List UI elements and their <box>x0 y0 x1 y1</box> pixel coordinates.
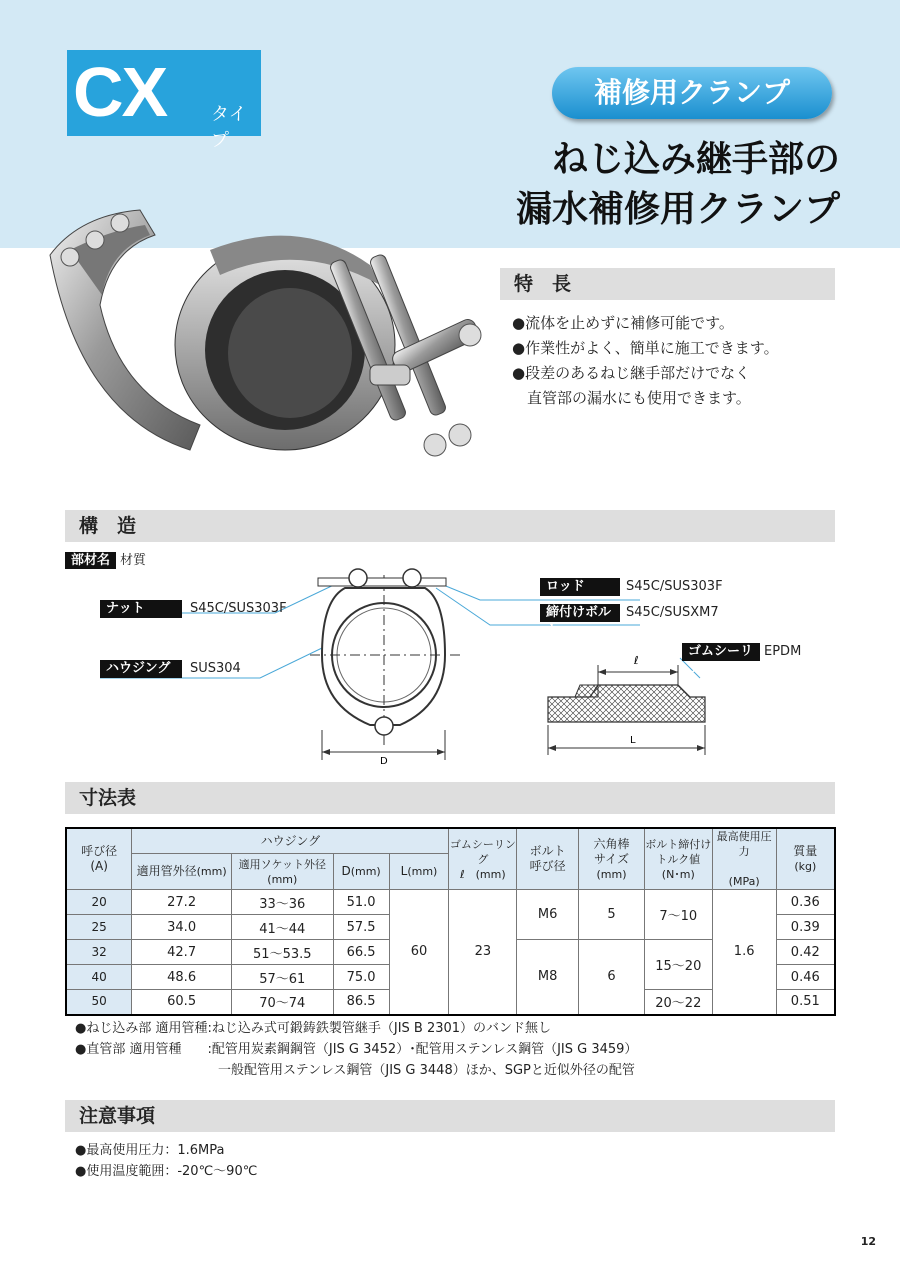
category-pill: 補修用クランプ <box>552 67 832 119</box>
note-item: 一般配管用ステンレス鋼管（JIS G 3448）ほか、SGPと近似外径の配管 <box>75 1063 635 1078</box>
cell-hex: 5 <box>579 890 645 940</box>
cell-socket-od: 70〜74 <box>231 990 333 1015</box>
legend-key: 部材名 <box>65 552 116 569</box>
note-item: ●ねじ込み部 適用管種:ねじ込み式可鍛鋳鉄製管継手（JIS B 2301）のバンド無し <box>75 1021 552 1036</box>
note-item: ●直管部 適用管種 :配管用炭素鋼鋼管（JIS G 3452）･配管用ステンレス鋼管（JIS G 3459） <box>75 1042 638 1057</box>
cell-mass: 0.36 <box>776 890 835 915</box>
feature-item: ●段差のあるねじ継手部だけでなく <box>512 364 751 382</box>
page-headline <box>516 134 840 234</box>
applicable-pipe-notes <box>75 1018 637 1081</box>
page-number: 12 <box>860 1235 876 1248</box>
cell-nominal: 40 <box>66 965 132 990</box>
features-list <box>512 311 779 411</box>
cell-pressure: 1.6 <box>712 890 776 1015</box>
cell-mass: 0.39 <box>776 915 835 940</box>
cell-socket-od: 41〜44 <box>231 915 333 940</box>
header-pipe-od: 適用管外径(mm) <box>132 854 232 890</box>
cell-torque: 7〜10 <box>644 890 712 940</box>
cell-d: 86.5 <box>333 990 389 1015</box>
part-material-bolt: S45C/SUSXM7 <box>626 605 719 620</box>
cell-nominal: 50 <box>66 990 132 1015</box>
cell-socket-od: 51〜53.5 <box>231 940 333 965</box>
table-row <box>66 890 835 915</box>
cell-torque: 15〜20 <box>644 940 712 990</box>
cell-nominal: 25 <box>66 915 132 940</box>
cell-pipe-od: 48.6 <box>132 965 232 990</box>
part-material-housing: SUS304 <box>190 661 241 676</box>
header-pressure: 最高使用圧力 (MPa) <box>712 828 776 890</box>
cell-d: 75.0 <box>333 965 389 990</box>
feature-item: ●流体を止めずに補修可能です。 <box>512 314 734 332</box>
dimensions-section-bar: 寸法表 <box>65 782 835 814</box>
header-nominal: 呼び径 (A) <box>66 828 132 890</box>
cell-mass: 0.46 <box>776 965 835 990</box>
part-name-nut: ナット <box>100 600 182 618</box>
header-hex: 六角棒 サイズ (mm) <box>579 828 645 890</box>
cell-nominal: 20 <box>66 890 132 915</box>
cell-pipe-od: 42.7 <box>132 940 232 965</box>
feature-item: 直管部の漏水にも使用できます。 <box>512 389 751 407</box>
cell-rubber: 23 <box>449 890 517 1015</box>
caution-section-bar: 注意事項 <box>65 1100 835 1132</box>
cell-socket-od: 57〜61 <box>231 965 333 990</box>
cell-d: 57.5 <box>333 915 389 940</box>
part-name-housing: ハウジング <box>100 660 182 678</box>
cell-pipe-od: 60.5 <box>132 990 232 1015</box>
product-photo <box>40 195 510 485</box>
cell-bolt: M6 <box>517 890 579 940</box>
part-name-bolt: 締付けボルト <box>540 604 620 622</box>
header-torque: ボルト締付け トルク値 (N･m) <box>644 828 712 890</box>
headline-line-1: ねじ込み継手部の <box>551 138 840 180</box>
caution-list <box>75 1140 257 1182</box>
cell-pipe-od: 27.2 <box>132 890 232 915</box>
header-mass: 質量 (kg) <box>776 828 835 890</box>
cell-nominal: 32 <box>66 940 132 965</box>
part-name-rubber: ゴムシーリング <box>682 643 760 661</box>
header-bolt: ボルト 呼び径 <box>517 828 579 890</box>
dim-l-small-label: ℓ <box>634 654 639 667</box>
feature-item: ●作業性がよく、簡単に施工できます。 <box>512 339 779 357</box>
cell-d: 51.0 <box>333 890 389 915</box>
cell-mass: 0.42 <box>776 940 835 965</box>
cell-socket-od: 33〜36 <box>231 890 333 915</box>
cell-d: 66.5 <box>333 940 389 965</box>
product-type-badge <box>67 50 261 151</box>
dimensions-table <box>65 827 836 1016</box>
cell-mass: 0.51 <box>776 990 835 1015</box>
headline-line-2: 漏水補修用クランプ <box>515 188 840 230</box>
cell-bolt: M8 <box>517 940 579 1015</box>
part-material-rod: S45C/SUS303F <box>626 579 723 594</box>
header-housing: ハウジング <box>132 828 449 854</box>
cell-hex: 6 <box>579 940 645 1015</box>
part-material-nut: S45C/SUS303F <box>190 601 287 616</box>
legend-value: 材質 <box>120 553 147 568</box>
part-material-rubber: EPDM <box>764 644 802 659</box>
caution-item: ●最高使用圧力：1.6MPa <box>75 1143 225 1158</box>
caution-item: ●使用温度範囲：-20℃〜90℃ <box>75 1164 258 1179</box>
table-header-row <box>66 828 835 854</box>
product-code: CX <box>73 53 167 131</box>
product-type-label: タイプ <box>211 104 247 151</box>
part-name-rod: ロッド <box>540 578 620 596</box>
dim-d-label: D <box>380 756 388 767</box>
cell-pipe-od: 34.0 <box>132 915 232 940</box>
header-rubber: ゴムシーリング ℓ (mm) <box>449 828 517 890</box>
structure-section-bar: 構 造 <box>65 510 835 542</box>
header-socket-od: 適用ソケット外径(mm) <box>231 854 333 890</box>
header-l: L(mm) <box>389 854 449 890</box>
header-d: D(mm) <box>333 854 389 890</box>
features-section-bar: 特 長 <box>500 268 835 300</box>
dim-L-large-label: L <box>630 735 636 746</box>
cell-l: 60 <box>389 890 449 1015</box>
cell-torque: 20〜22 <box>644 990 712 1015</box>
